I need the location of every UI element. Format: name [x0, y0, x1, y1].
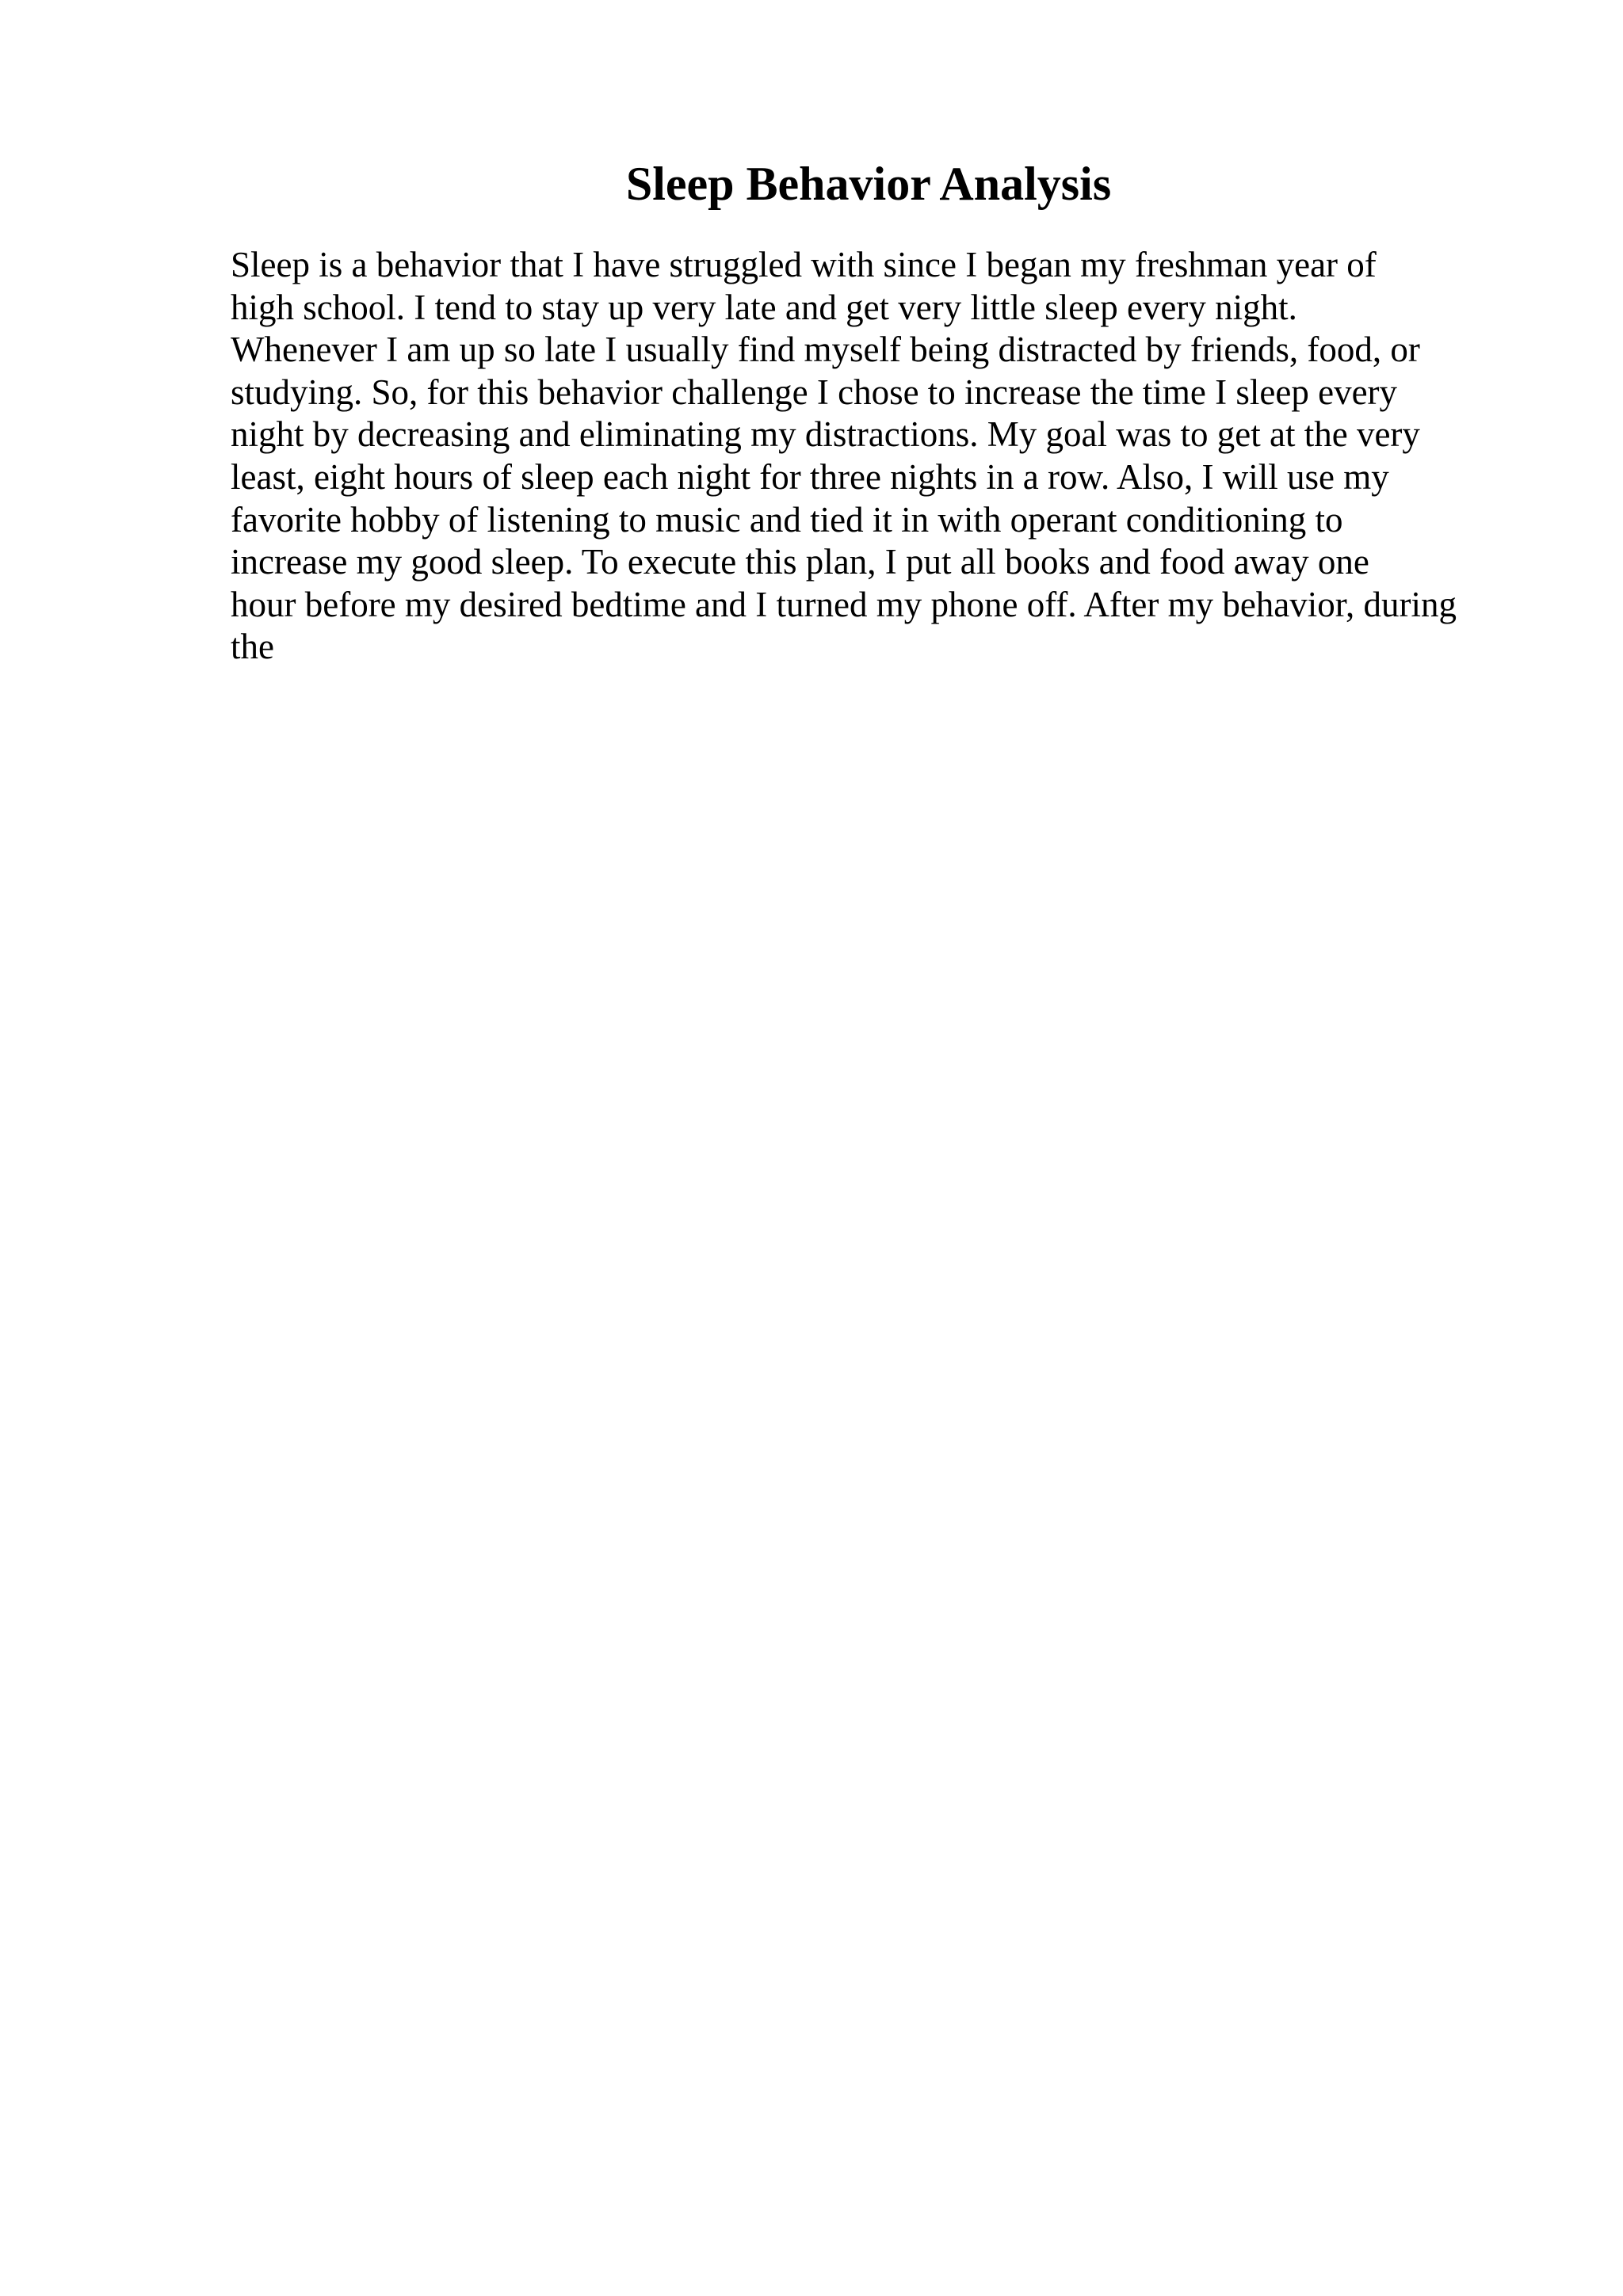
paragraph-line: Whenever I am up so late I usually find myself being distracted by friends, food, or [231, 330, 1420, 370]
paragraph-line: studying. So, for this behavior challenge I chose to increase the time I sleep every [231, 372, 1398, 412]
paragraph-line: increase my good sleep. To execute this plan, I put all books and food away one [231, 542, 1369, 582]
paragraph-line: hour before my desired bedtime and I turned my phone off. After my behavior, during [231, 584, 1457, 624]
paragraph-line: least, eight hours of sleep each night for three nights in a row. Also, I will use my [231, 456, 1389, 497]
document-title: Sleep Behavior Analysis [625, 158, 1112, 210]
paragraph-line: Sleep is a behavior that I have struggled with since I began my freshman year of [231, 245, 1377, 284]
paragraph-line: high school. I tend to stay up very late and get very little sleep every night. [231, 287, 1297, 327]
paragraph-line: favorite hobby of listening to music and tied it in with operant conditioning to [231, 499, 1343, 540]
body-paragraph [231, 244, 1594, 669]
paragraph-line: the [231, 627, 274, 667]
paragraph-line: night by decreasing and eliminating my distractions. My goal was to get at the very [231, 414, 1420, 455]
